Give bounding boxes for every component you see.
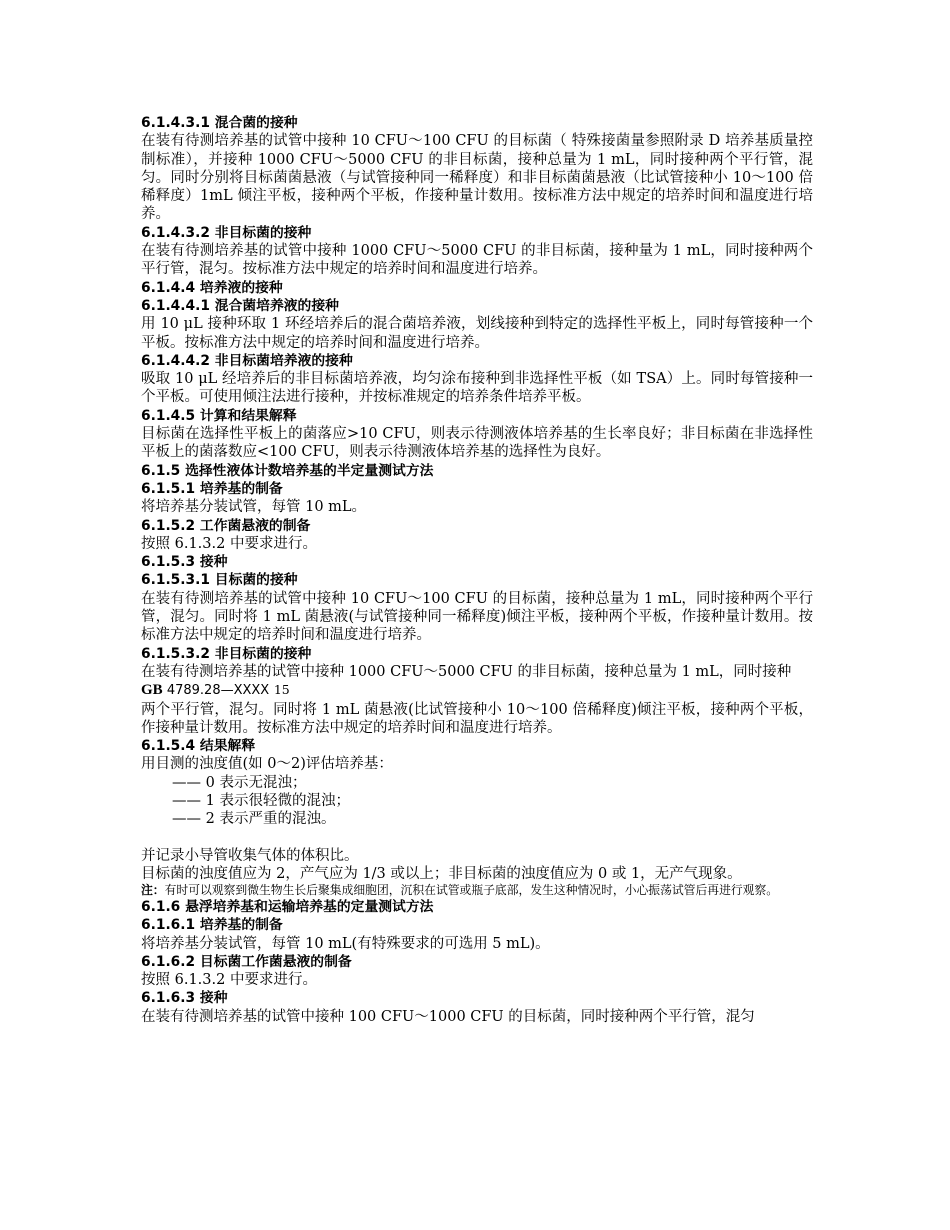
- spacer: [141, 829, 813, 847]
- paragraph: 并记录小导管收集气体的体积比。: [141, 847, 359, 864]
- paragraph: 目标菌在选择性平板上的菌落应>10 CFU，则表示待测液体培养基的生长率良好；非目标菌在非选择性平板上的菌落数应<100 CFU，则表示待测液体培养基的选择性为良好。: [141, 426, 813, 461]
- paragraph: 在装有待测培养基的试管中接种 1000 CFU～5000 CFU 的非目标菌，接种量为 1 mL，同时接种两个平行管，混匀。按标准方法中规定的培养时间和温度进行培养。: [141, 243, 813, 278]
- section-heading: 6.1.5 选择性液体计数培养基的半定量测试方法: [141, 462, 434, 479]
- list-item: —— 2 表示严重的混浊。: [172, 811, 336, 828]
- paragraph: 两个平行管，混匀。同时将 1 mL 菌悬液(比试管接种小 10～100 倍稀释度)倾注平板，接种两个平板，作接种量计数用。按标准方法中规定的培养时间和温度进行培养。: [141, 701, 813, 736]
- paragraph: 吸取 10 μL 经培养后的非目标菌培养液，均匀涂布接种到非选择性平板（如 TSA）上。同时每管接种一个平板。可使用倾注法进行接种，并按标准规定的培养条件培养平板。: [141, 371, 813, 406]
- standard-number: 4789.: [162, 683, 205, 699]
- paragraph: 按照 6.1.3.2 中要求进行。: [141, 535, 317, 552]
- list-item: —— 1 表示很轻微的混浊；: [172, 792, 350, 809]
- standard-year-code: 28—XXXX: [204, 683, 270, 699]
- section-heading: 6.1.6 悬浮培养基和运输培养基的定量测试方法: [141, 898, 434, 915]
- paragraph: 按照 6.1.3.2 中要求进行。: [141, 972, 317, 989]
- paragraph: 在装有待测培养基的试管中接种 10 CFU～100 CFU 的目标菌，接种总量为 1 mL，同时接种两个平行管，混匀。同时将 1 mL 菌悬液(与试管接种同一稀释度)倾注平板，接种两个平板，作接种量计数用。按标准方法中规定的培养时间和温度进行培养。: [141, 590, 813, 644]
- paragraph: 将培养基分装试管，每管 10 mL。: [141, 499, 367, 516]
- note-label: 注：: [141, 883, 165, 898]
- section-heading: 6.1.4.4.2 非目标菌培养液的接种: [141, 352, 353, 369]
- section-heading: 6.1.4.5 计算和结果解释: [141, 407, 297, 424]
- paragraph: 目标菌的浊度值应为 2，产气应为 1/3 或以上；非目标菌的浊度值应为 0 或 1，无产气现象。: [141, 866, 742, 883]
- section-heading: 6.1.5.4 结果解释: [141, 738, 256, 755]
- paragraph: 在装有待测培养基的试管中接种 10 CFU～100 CFU 的目标菌（ 特殊接菌量参照附录 D 培养基质量控制标准），并接种 1000 CFU～5000 CFU 的非目标菌，接种总量为 1 mL，同时接种两个平行管，混匀。同时分别将目标菌菌悬液（与试管接种同一稀释度）和非目标菌菌悬液（比试管接种小 10～100 倍稀释度）1mL 倾注平板，接种两个平板，作接种量计数用。按标准方法中规定的培养时间和温度进行培养。: [141, 133, 813, 223]
- paragraph: 在装有待测培养基的试管中接种 1000 CFU～5000 CFU 的非目标菌，接种总量为 1 mL，同时接种: [141, 663, 792, 680]
- section-heading: 6.1.5.3.1 目标菌的接种: [141, 572, 298, 589]
- page-footer: [141, 681, 813, 700]
- section-heading: 6.1.4.4 培养液的接种: [141, 279, 283, 296]
- paragraph: 将培养基分装试管，每管 10 mL(有特殊要求的可选用 5 mL)。: [141, 935, 550, 952]
- page-number: 15: [273, 682, 290, 698]
- section-heading: 6.1.6.1 培养基的制备: [141, 917, 283, 934]
- section-heading: 6.1.4.4.1 混合菌培养液的接种: [141, 297, 339, 314]
- note-text: 有时可以观察到微生物生长后聚集成细胞团，沉积在试管或瓶子底部，发生这种情况时，小心振荡试管后再进行观察。: [164, 883, 779, 898]
- paragraph: 在装有待测培养基的试管中接种 100 CFU～1000 CFU 的目标菌，同时接种两个平行管，混匀: [141, 1008, 755, 1025]
- section-heading: 6.1.6.3 接种: [141, 990, 228, 1007]
- section-heading: 6.1.5.3 接种: [141, 554, 228, 571]
- section-heading: 6.1.5.3.2 非目标菌的接种: [141, 645, 312, 662]
- document-page: [141, 114, 813, 1026]
- paragraph: 用目测的浊度值(如 0～2)评估培养基：: [141, 756, 393, 773]
- note: [141, 883, 813, 898]
- standard-prefix: GB: [141, 682, 163, 699]
- section-heading: 6.1.4.3.1 混合菌的接种: [141, 115, 298, 131]
- section-heading: 6.1.4.3.2 非目标菌的接种: [141, 224, 312, 241]
- section-heading: 6.1.5.2 工作菌悬液的制备: [141, 517, 311, 534]
- section-heading: 6.1.6.2 目标菌工作菌悬液的制备: [141, 953, 352, 970]
- paragraph: 用 10 μL 接种环取 1 环经培养后的混合菌培养液，划线接种到特定的选择性平板上，同时每管接种一个平板。按标准方法中规定的培养时间和温度进行培养。: [141, 316, 813, 351]
- section-heading: 6.1.5.1 培养基的制备: [141, 480, 283, 497]
- list-item: —— 0 表示无混浊；: [172, 774, 307, 791]
